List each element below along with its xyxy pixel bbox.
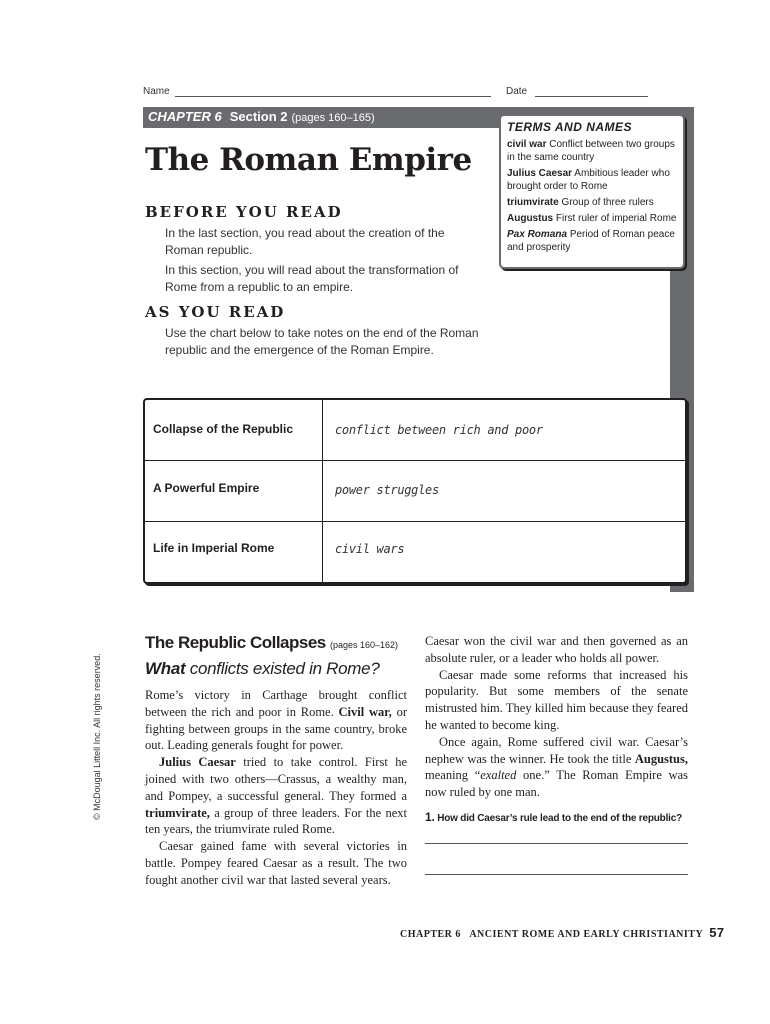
table-row [145,461,685,522]
page-number: 57 [709,925,725,940]
left-column-text [145,687,407,889]
row-note[interactable]: conflict between rich and poor [335,423,543,437]
term-name: Julius Caesar [507,168,573,179]
term-item [507,228,677,254]
paragraph: Caesar won the civil war and then governed as an absolute ruler, or a leader who holds all power. [425,634,688,665]
before-you-read-p1: In the last section, you read about the creation of the Roman republic. [165,226,445,257]
page-title: The Roman Empire [145,142,472,178]
before-you-read-p2: In this section, you will read about the transformation of Rome from a republic to an empire. [165,263,459,294]
section-pages: (pages 160–165) [291,112,375,124]
answer-line[interactable] [425,874,688,875]
as-you-read-p1: Use the chart below to take notes on the end of the Roman republic and the emergence of the Roman Empire. [165,326,479,357]
terms-and-names-box [499,114,685,269]
term-item [507,167,677,193]
answer-line[interactable] [425,843,688,844]
question-bold-word: What [145,659,186,678]
section-label: Section 2 [229,109,288,124]
key-term: Julius Caesar [159,755,236,770]
question-number: 1. [425,810,435,824]
question-rest: conflicts existed in Rome? [189,659,380,678]
row-note[interactable]: civil wars [335,542,405,556]
subsection-heading [145,633,398,653]
paragraph: Caesar made some reforms that increased his popularity. But some members of the senate mistrusted him. They killed him because they feared he wanted to become king. [425,667,688,732]
date-label: Date [506,86,528,97]
paragraph: Once again, Rome suffered civil war. Caesar’s nephew was the winner. He took the title Augustus, meaning “exalted one.” The Roman Empire was now ruled by one man. [425,734,688,800]
term-definition: Conflict between two groups in the same country [507,139,675,163]
paragraph: Caesar gained fame with several victories in battle. Pompey feared Caesar as a result. The two fought another civil war that lasted several years. [145,839,407,887]
key-term: Augustus, [634,751,688,766]
question-text: How did Caesar’s rule lead to the end of the republic? [437,813,682,824]
term-item [507,138,677,164]
review-question [425,810,682,824]
term-definition: Group of three rulers [561,197,654,208]
term-definition: Period of Roman peace and prosperity [507,229,675,253]
table-row [145,400,685,461]
copyright-notice: © McDougal Littell Inc. All rights reserved. [92,653,102,820]
right-column-text [425,633,688,801]
term-item [507,196,677,209]
term-name: civil war [507,139,547,150]
as-you-read-heading: AS YOU READ [145,303,286,321]
subsection-question [145,659,379,679]
term-item [507,212,677,225]
name-label: Name [143,86,170,97]
date-field[interactable] [535,96,648,97]
paragraph: Julius Caesar tried to take control. First he joined with two others—Crassus, a wealthy man, and Pompey, a successful general. They formed a triumvirate, a group of three leaders. For the next ten years, the triumvirate ruled Rome. [145,755,408,837]
subsection-pages: (pages 160–162) [330,640,399,650]
before-you-read-heading: BEFORE YOU READ [145,203,343,221]
name-field[interactable] [175,96,491,97]
footer-running-head: CHAPTER 6 ANCIENT ROME AND EARLY CHRISTIANITY [400,929,704,940]
subsection-title: The Republic Collapses [145,633,326,652]
paragraph: Rome’s victory in Carthage brought conflict between the rich and poor in Rome. Civil war, or fighting between groups in the same country, broke out. Leading generals fought for power. [145,688,408,753]
term-name: Pax Romana [507,229,568,240]
chapter-label: CHAPTER 6 [148,109,222,124]
table-row [145,521,685,581]
row-label: Life in Imperial Rome [153,541,275,555]
row-label: A Powerful Empire [153,481,260,495]
key-term: triumvirate, [145,805,210,820]
page-footer [400,925,725,940]
term-name: triumvirate [507,197,559,208]
key-term: Civil war, [338,704,392,719]
term-definition: Ambitious leader who brought order to Rome [507,168,670,192]
term-name: Augustus [507,213,554,224]
term-definition: First ruler of imperial Rome [555,213,677,224]
notes-chart [143,398,687,584]
row-label: Collapse of the Republic [153,422,294,436]
row-note[interactable]: power struggles [335,483,439,497]
terms-heading: TERMS AND NAMES [507,120,633,134]
